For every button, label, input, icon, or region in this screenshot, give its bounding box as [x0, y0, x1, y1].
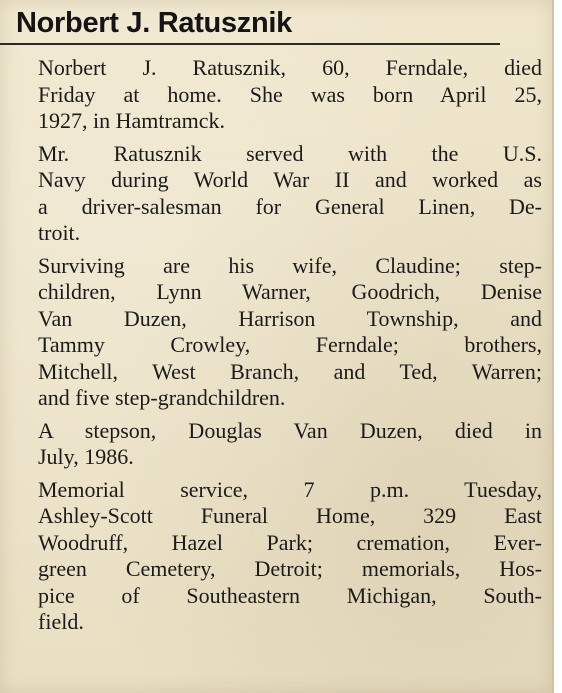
text-line: Surviving are his wife, Claudine; step- — [38, 252, 542, 278]
text-line: pice of Southeastern Michigan, South- — [38, 582, 542, 608]
text-line: Ashley-Scott Funeral Home, 329 East — [38, 503, 542, 528]
text-line: Norbert J. Ratusznik, 60, Ferndale, died — [38, 55, 542, 80]
obituary-headline: Norbert J. Ratusznik — [16, 7, 292, 39]
text-line: 1927, in Hamtramck. — [38, 108, 225, 133]
paragraph-service-career — [16, 141, 542, 247]
text-line: Mitchell, West Branch, and Ted, Warren; — [38, 358, 542, 384]
text-line: children, Lynn Warner, Goodrich, Denise — [38, 279, 542, 304]
text-line: Woodruff, Hazel Park; cremation, Ever- — [38, 529, 542, 555]
text-line: a driver-salesman for General Linen, De- — [38, 193, 542, 219]
text-line: A stepson, Douglas Van Duzen, died in — [38, 417, 542, 443]
text-line: Navy during World War II and worked as — [38, 167, 542, 192]
paragraph-predeceased — [16, 418, 542, 471]
headline-rule — [0, 43, 500, 45]
text-line: green Cemetery, Detroit; memorials, Hos- — [38, 556, 542, 581]
text-line: Van Duzen, Harrison Township, and — [38, 305, 542, 331]
obituary-body — [16, 55, 542, 636]
text-line: Friday at home. She was born April 25, — [38, 81, 542, 107]
text-line: Mr. Ratusznik served with the U.S. — [38, 140, 542, 166]
paragraph-death-notice — [16, 55, 542, 135]
text-line: July, 1986. — [38, 444, 134, 469]
text-line: Memorial service, 7 p.m. Tuesday, — [38, 476, 542, 502]
text-line: and five step-grandchildren. — [38, 385, 286, 410]
paragraph-survivors — [16, 253, 542, 412]
paragraph-memorial-service — [16, 477, 542, 636]
text-line: field. — [38, 609, 84, 634]
text-line: troit. — [38, 220, 81, 245]
text-line: Tammy Crowley, Ferndale; brothers, — [38, 332, 542, 357]
